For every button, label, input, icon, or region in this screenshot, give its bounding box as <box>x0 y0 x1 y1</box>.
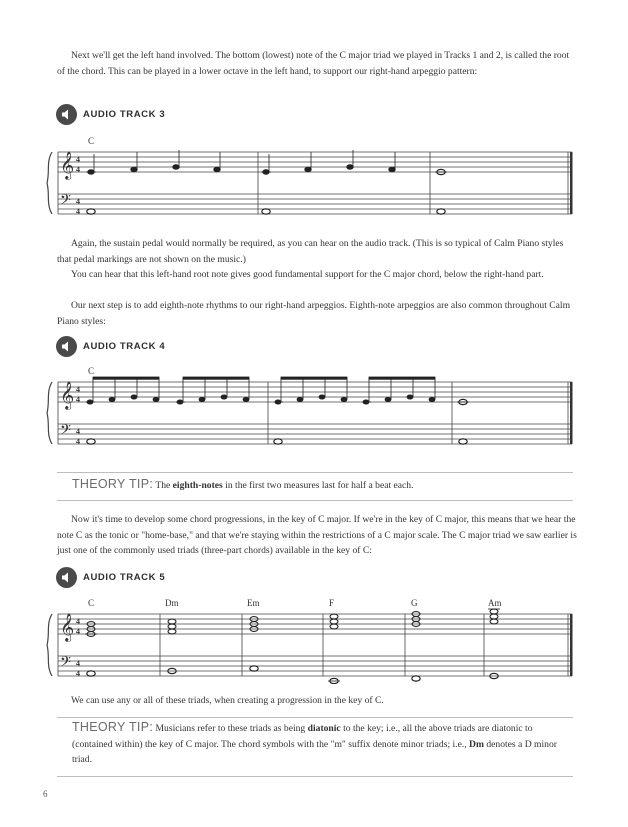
theory-tip-1: THEORY TIP: The eighth-notes in the first two measures last for half a beat each. <box>72 477 414 491</box>
chord-symbol-c: C <box>88 598 95 608</box>
chord-symbol-em: Em <box>247 598 260 608</box>
bass-staff <box>58 194 572 214</box>
pedal-paragraph: Again, the sustain pedal would normally be required, as you can hear on the audio track. (This is so typical of Calm Piano styles that pedal markings are not shown on the music.) <box>57 238 564 265</box>
svg-text:4: 4 <box>76 437 80 446</box>
audio-track-3-label: AUDIO TRACK 3 <box>83 108 166 120</box>
audio-track-4-header[interactable] <box>56 335 165 357</box>
bass-notes <box>87 209 445 214</box>
bass-roots <box>87 666 498 684</box>
progression-note-paragraph: We can use any or all of these triads, when creating a progression in the key of C. <box>71 695 384 706</box>
svg-text:4: 4 <box>76 197 80 206</box>
chord-symbol-dm: Dm <box>165 598 179 608</box>
chord-symbol-g: G <box>411 598 418 608</box>
speaker-icon[interactable] <box>56 336 77 357</box>
tip-divider <box>57 717 573 718</box>
chord-symbol: C <box>88 366 95 376</box>
audio-track-4-label: AUDIO TRACK 4 <box>83 340 166 352</box>
time-sig-top: 4 <box>76 155 80 164</box>
svg-text:4: 4 <box>76 617 80 626</box>
bass-notes <box>87 439 467 444</box>
svg-text:4: 4 <box>76 427 80 436</box>
svg-text:4: 4 <box>76 627 80 636</box>
svg-text:4: 4 <box>76 385 80 394</box>
grand-staff-brace <box>47 152 52 214</box>
intro-paragraph: Next we'll get the left hand involved. The bottom (lowest) note of the C major triad we played in Tracks 1 and 2, is called the root of the chord. This can be played in a lower octave in the left hand, to support our right-hand arpeggio pattern: <box>57 50 570 77</box>
tip-divider <box>57 500 573 501</box>
bass-staff <box>58 424 572 444</box>
svg-text:4: 4 <box>76 659 80 668</box>
time-sig-bottom: 4 <box>76 165 80 174</box>
chord-symbol: C <box>88 136 95 146</box>
bass-clef-icon: 𝄢 <box>60 192 71 211</box>
treble-clef-icon: 𝄞 <box>60 615 75 641</box>
page-number: 6 <box>43 789 48 799</box>
bass-clef-icon: 𝄢 <box>60 422 71 441</box>
grand-staff-brace <box>47 614 52 676</box>
eighth-note-paragraph: Our next step is to add eighth-note rhythms to our right-hand arpeggios. Eighth-note arpeggios are also common throughout Calm Piano styles: <box>57 300 571 327</box>
audio-track-5-label: AUDIO TRACK 5 <box>83 571 166 583</box>
tip-divider <box>57 776 573 777</box>
theory-tip-title: THEORY TIP: <box>72 720 154 734</box>
speaker-icon[interactable] <box>56 104 77 125</box>
speaker-icon[interactable] <box>56 567 77 588</box>
svg-text:4: 4 <box>76 207 80 216</box>
chord-symbol-f: F <box>329 598 335 608</box>
triad-chords <box>85 609 500 636</box>
music-track-4 <box>0 362 628 452</box>
music-track-5 <box>0 594 628 684</box>
treble-clef-icon: 𝄞 <box>60 383 75 409</box>
chord-symbol-am: Am <box>488 598 502 608</box>
svg-text:4: 4 <box>76 395 80 404</box>
chord-progression-paragraph: Now it's time to develop some chord progressions, in the key of C major. If we're in the key of C major, this means that we hear the note C as the tonic or "home-base," and that we're staying within the restrictions of a C major scale. The C major triad we saw earlier is just one of the commonly used triads (three-part chords) available in the key of C: <box>57 514 577 557</box>
theory-tip-2: THEORY TIP: Musicians refer to these triads as being diatonic to the key; i.e., all the above triads are diatonic to (contained within) the key of C major. The chord symbols with the "m" suffix denote minor triads; i.e., Dm denotes a D minor triad. <box>72 720 557 766</box>
tip-divider <box>57 472 573 473</box>
audio-track-5-header[interactable] <box>56 566 165 588</box>
root-support-paragraph: You can hear that this left-hand root note gives good fundamental support for the C major chord, below the right-hand part. <box>71 269 544 280</box>
music-track-3 <box>0 132 628 222</box>
theory-tip-title: THEORY TIP: <box>72 477 154 491</box>
grand-staff-brace <box>47 382 52 444</box>
treble-eighth-notes <box>86 377 435 404</box>
audio-track-3-header[interactable] <box>56 103 165 125</box>
bass-clef-icon: 𝄢 <box>60 654 71 673</box>
svg-text:4: 4 <box>76 669 80 678</box>
treble-clef-icon: 𝄞 <box>60 153 75 179</box>
